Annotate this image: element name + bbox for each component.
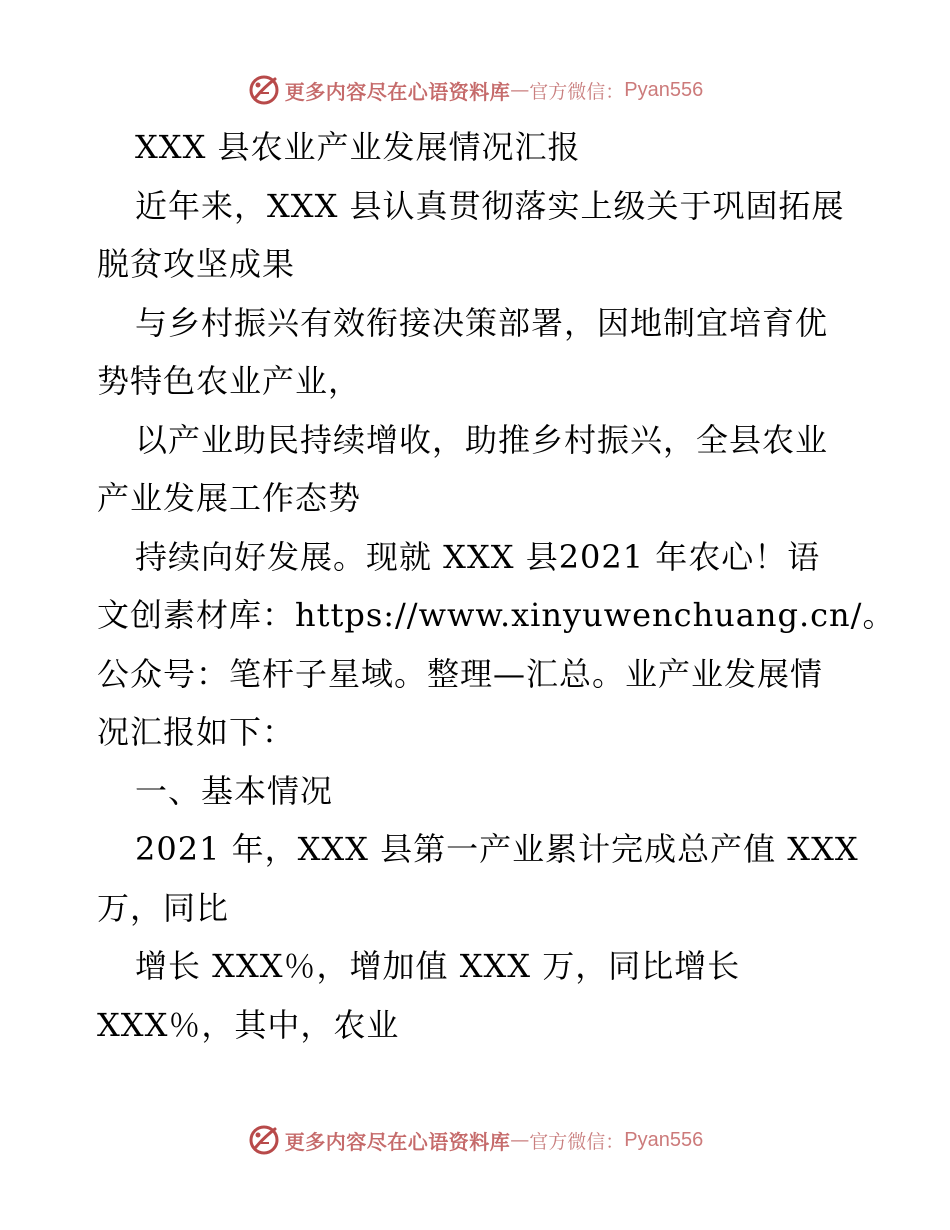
- banner-wechat-label: 官方微信：: [529, 1130, 625, 1153]
- document-line: 与乡村振兴有效衔接决策部署，因地制宜培育优: [135, 303, 829, 342]
- document-line: 近年来，XXX 县认真贯彻落实上级关于巩固拓展: [135, 186, 845, 225]
- document-line: XXX 县农业产业发展情况汇报: [135, 128, 581, 166]
- document-body: [97, 118, 896, 1054]
- brush-logo-icon: [247, 73, 281, 107]
- document-line: 一、基本情况: [135, 771, 334, 810]
- document-line: 增长 XXX％，增加值 XXX 万，同比增长: [135, 947, 741, 985]
- footer-banner: [0, 1120, 950, 1160]
- document-line: 持续向好发展。现就 XXX 县2021 年农心！语: [135, 537, 821, 576]
- banner-dash: —: [510, 1129, 530, 1151]
- document-line: 产业发展工作态势: [97, 479, 362, 517]
- banner-dash: —: [510, 79, 530, 101]
- document-line: 以产业助民持续增收，助推乡村振兴，全县农业: [135, 420, 829, 459]
- document-line: 2021 年，XXX 县第一产业累计完成总产值 XXX: [135, 830, 859, 868]
- document-line: 况汇报如下：: [97, 713, 296, 751]
- document-line: XXX％，其中，农业: [97, 1005, 400, 1044]
- document-line: 文创素材库：https://www.xinyuwenchuang.cn/。: [97, 596, 896, 634]
- banner-wechat-label: 官方微信：: [529, 80, 625, 103]
- banner-main-text: 更多内容尽在心语资料库: [284, 79, 511, 104]
- document-line: 脱贫攻坚成果: [97, 245, 296, 283]
- banner-wechat-id: Pyan556: [624, 1128, 704, 1151]
- document-line: 公众号：笔杆子星域。整理—汇总。业产业发展情: [97, 654, 824, 693]
- document-line: 万，同比: [97, 888, 230, 927]
- document-line: 势特色农业产业，: [97, 362, 362, 400]
- banner-wechat-id: Pyan556: [624, 78, 704, 101]
- banner-main-text: 更多内容尽在心语资料库: [284, 1129, 511, 1154]
- brush-logo-icon: [247, 1123, 281, 1157]
- header-banner: [0, 70, 950, 110]
